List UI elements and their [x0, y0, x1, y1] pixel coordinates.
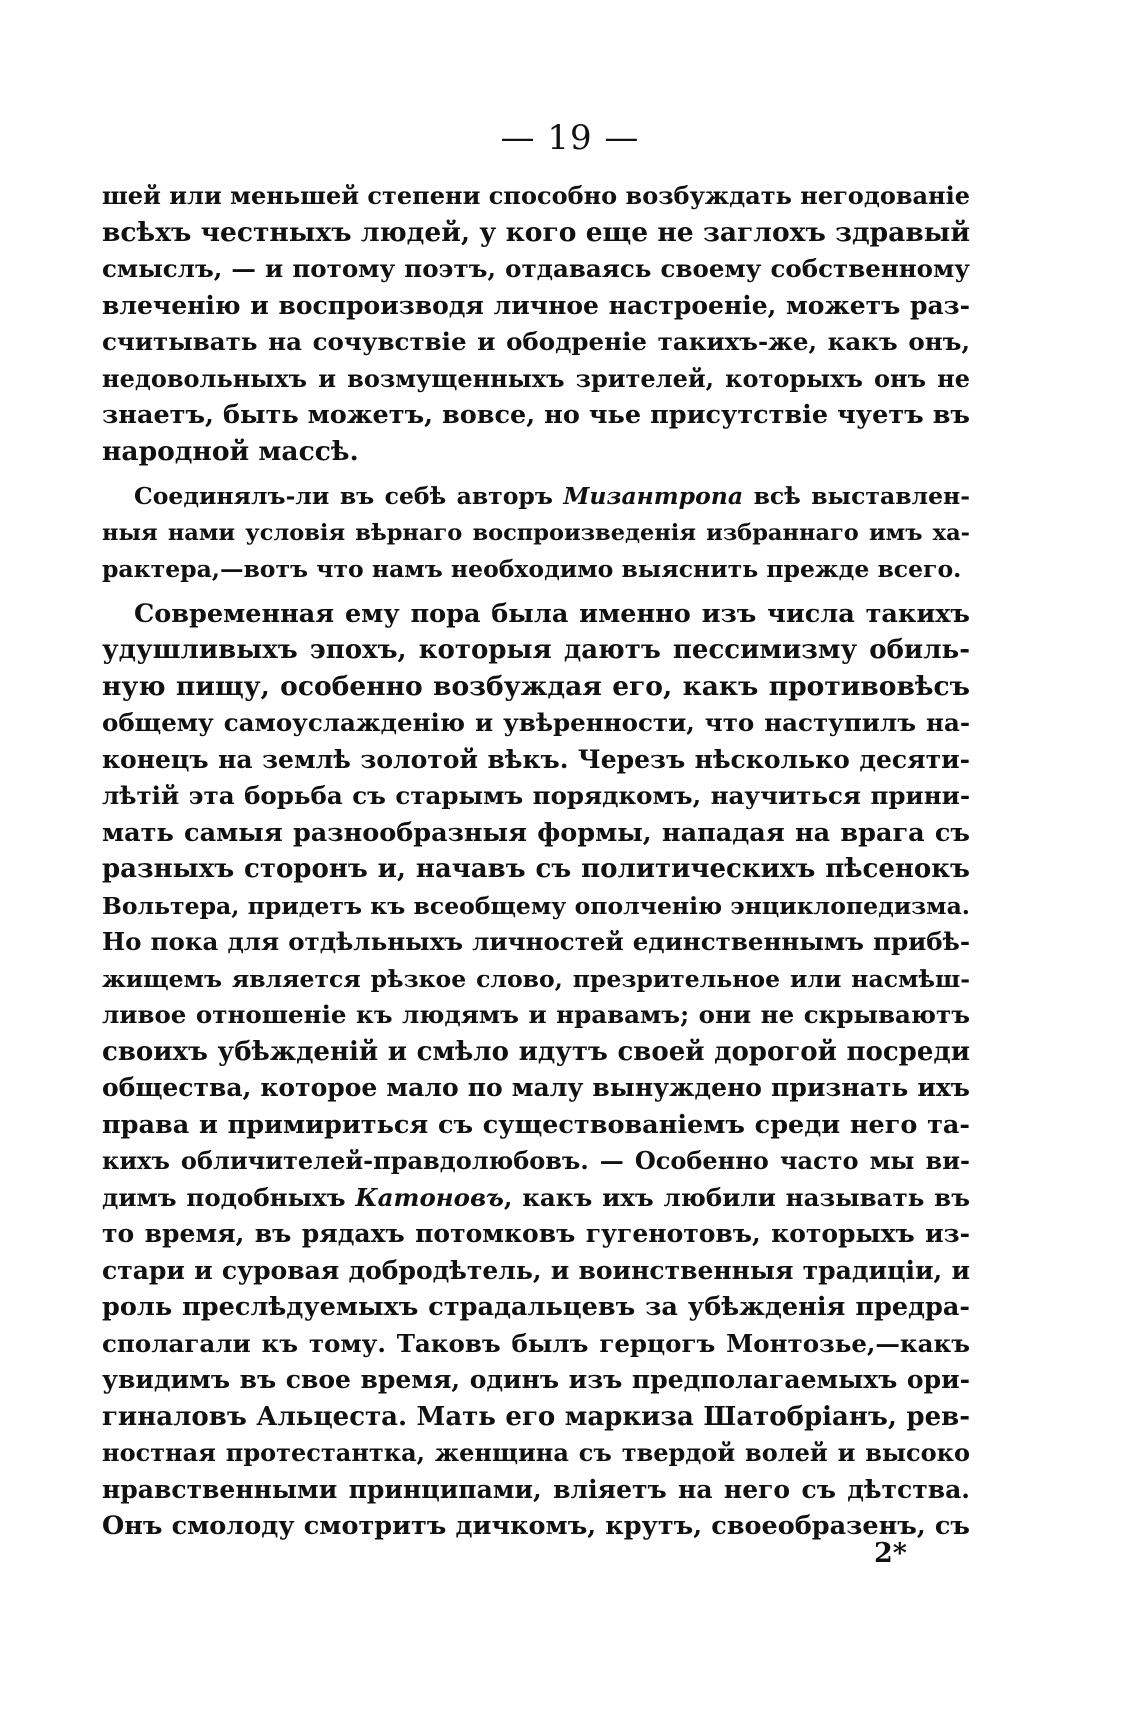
text-line: разныхъ сторонъ и, начавъ съ политическихъ пѣсенокъ	[102, 854, 970, 884]
printer-signature-mark: 2*	[874, 1538, 907, 1569]
text-line: ностная протестантка, женщина съ твердой волей и высоко	[102, 1438, 970, 1467]
text-line: сполагали къ тому. Таковъ былъ герцогъ Монтозье,—какъ	[102, 1328, 970, 1358]
text-line	[102, 478, 970, 515]
text-line	[102, 1180, 970, 1217]
text-line: ную пищу, особенно возбуждая его, какъ противовѣсъ	[102, 670, 970, 702]
text-run: димъ подобныхъ	[102, 1182, 356, 1212]
text-line: общему самоуслажденію и увѣренности, что наступилъ на-	[102, 708, 970, 737]
text-line: то время, въ рядахъ потомковъ гугенотовъ, которыхъ из-	[102, 1219, 970, 1248]
text-line: права и примириться съ существованіемъ среди него та-	[102, 1109, 970, 1140]
italic-title-misanthrope: Мизантропа	[563, 482, 744, 510]
text-line: рактера,—вотъ что намъ необходимо выяснить прежде всего.	[102, 555, 962, 583]
text-line: стари и суровая добродѣтель, и воинственныя традиціи, и	[102, 1255, 970, 1285]
text-line: жищемъ является рѣзкое слово, презрительное или насмѣш-	[102, 964, 970, 993]
text-line: общества, которое мало по малу вынуждено признать ихъ	[102, 1073, 970, 1102]
text-line: гиналовъ Альцеста. Мать его маркиза Шатобріанъ, рев-	[102, 1401, 970, 1432]
text-line: народной массѣ.	[102, 435, 359, 467]
text-line: мать самыя разнообразныя формы, нападая на врага съ	[102, 817, 970, 848]
italic-word-katonov: Катоновъ	[355, 1182, 504, 1212]
text-line: ливое отношеніе къ людямъ и нравамъ; они не скрываютъ	[102, 1000, 970, 1029]
text-line: роль преслѣдуемыхъ страдальцевъ за убѣжденія предра-	[102, 1292, 970, 1322]
page-number: — 19 —	[500, 118, 640, 158]
text-line: Современная ему пора была именно изъ числа такихъ	[134, 598, 970, 629]
text-line: недовольныхъ и возмущенныхъ зрителей, которыхъ онъ не	[102, 363, 970, 393]
text-line: нравственными принципами, вліяетъ на него съ дѣтства.	[102, 1474, 970, 1504]
text-line: Онъ смолоду смотритъ дичкомъ, крутъ, своеобразенъ, съ	[102, 1511, 970, 1541]
text-line: ныя нами условія вѣрнаго воспроизведенія избраннаго имъ ха-	[102, 519, 970, 546]
text-run: всѣ выставлен-	[743, 482, 970, 510]
body-text	[102, 178, 970, 1545]
text-line: Но пока для отдѣльныхъ личностей единственнымъ прибѣ-	[102, 927, 970, 956]
text-line: влеченію и воспроизводя личное настроеніе, можетъ раз-	[102, 290, 970, 320]
text-line: смыслъ, — и потому поэтъ, отдаваясь своему собственному	[102, 254, 970, 283]
text-line: лѣтій эта борьба съ старымъ порядкомъ, научиться прини-	[102, 781, 970, 810]
text-line: считывать на сочувствіе и ободреніе такихъ-же, какъ онъ,	[102, 327, 970, 356]
text-line: кихъ обличителей-правдолюбовъ. — Особенно часто мы ви-	[102, 1146, 970, 1175]
text-line: шей или меньшей степени способно возбуждать негодованіе	[102, 181, 970, 210]
text-line: увидимъ въ свое время, одинъ изъ предполагаемыхъ ори-	[102, 1365, 970, 1394]
text-line: всѣхъ честныхъ людей, у кого еще не заглохъ здравый	[102, 216, 970, 248]
text-run: , какъ ихъ любили называть въ	[503, 1182, 970, 1212]
text-line: конецъ на землѣ золотой вѣкъ. Черезъ нѣсколько десяти-	[102, 744, 970, 774]
text-run: Соединялъ-ли въ себѣ авторъ	[134, 482, 564, 510]
text-line: своихъ убѣжденій и смѣло идутъ своей дорогой посреди	[102, 1036, 970, 1067]
text-line: Вольтера, придетъ къ всеобщему ополченію энциклопедизма.	[102, 891, 970, 920]
text-line: удушливыхъ эпохъ, которыя даютъ пессимизму обиль-	[102, 635, 970, 665]
text-line: знаетъ, быть можетъ, вовсе, но чье присутствіе чуетъ въ	[102, 400, 970, 430]
